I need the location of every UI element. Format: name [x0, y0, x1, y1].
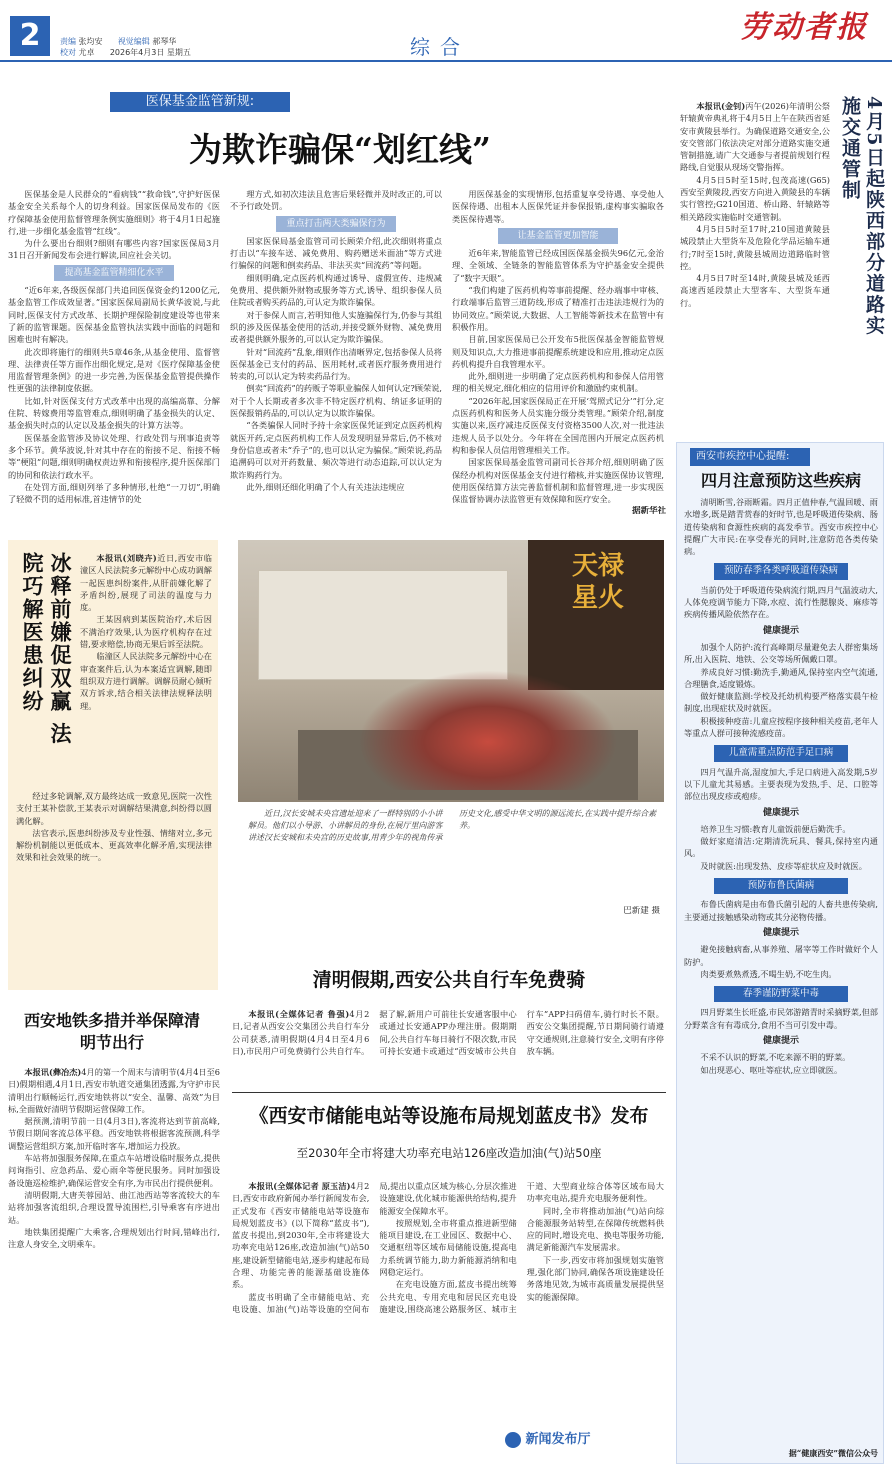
dispute-body: 本报讯(刘晓卉)近日,西安市临潼区人民法院多元解纷中心成功调解一起医患纠纷案件,从肝前嫌化解了矛盾纠纷,展现了司法的温度与力度。 王某因病到某医院治疗,术后因不满治疗效果,认为医疗机构存在过错,要求赔偿,协商无果后诉至法院。 临潼区人民法院多元解纷中心在审查案件后,认为本案适宜调解,随即组织双方进行调解。调解员耐心倾听双方诉求,结合相关法律法规释法明理。 [80, 553, 212, 711]
health-sec-1: 预防春季各类呼吸道传染病 [714, 563, 848, 579]
lead-col3: 用医保基金的实现情形,包括重复享受待遇、享受他人医保待遇、出租本人医保凭证并参保报销,虚构事实骗取各类医保待遇等。 让基金监管更加智能 近6年来,智能监管已经成国医保基金损失96亿元,金治理、全领域、全链条的智能监管体系为守护基金安全提供了“数字天眼”。 “我们构建了医药机构等事前提醒、经办端事中审核、行政端事后监管三道防线,形成了精准打击违法违规行为的协同效应。”顾荣说,大数据、人工智能等新技术在监管中有积极作用。 目前,国家医保局已公开发布5批医保基金智能监管规则及知识点,大力推进事前提醒系统建设和应用,推动定点医药机构提升自我管理水平。 此外,细则进一步明确了定点医药机构和参保人信用管理的相关规定,细化相应的信用评价和激励约束机制。 “2026年起,国家医保局正在开展‘驾照式记分’”打分,定点医药机构和医务人员实施分级分类管理。”顾荣介绍,制度实施以来,医疗减违反医保支付资格3500人次,对一批违法违规人员予以处分。今年将在全国范围内开展定点医药机构和参保人员信用管理相关工作。 国家医保局基金监管司副司长谷邦介绍,细则明确了医保经办机构对医保基金支付进行稽核,并实施医保协议管理,使用医保结算方法完善监督机制和监督管理,进一步实现医保监督协调办法监管更有效保障和医疗安全。 [452, 189, 664, 505]
metro-title: 西安地铁多措并举保障清明节出行 [23, 1011, 200, 1052]
museum-photo [238, 540, 664, 802]
health-sec-4: 春季谨防野菜中毒 [714, 986, 848, 1002]
press-hall-seal: 新闻发布厅 [488, 1420, 608, 1460]
health-title: 四月注意预防这些疾病 [700, 471, 861, 490]
health-sec-2: 儿童需重点防范手足口病 [714, 745, 848, 761]
health-sec-3: 预防布鲁氏菌病 [714, 878, 848, 894]
energy-title: 《西安市储能电站等设施布局规划蓝皮书》发布 [249, 1105, 649, 1127]
masthead-logo: 劳动者报 [740, 10, 868, 45]
photo-credit: 巴新建 摄 [623, 906, 660, 916]
lead-subhead-2: 重点打击两大类骗保行为 [276, 216, 396, 232]
section-name: 综合 [410, 35, 470, 59]
exhibit-wall [258, 570, 508, 680]
health-content: 清明断雪,谷雨断霜。四月正值仲春,气温回暖、雨水增多,既是踏青赏春的好时节,也是呼吸道传染病、肠道传染病和食源性疾病的高发季节。西安市疾控中心提醒广大市民:在享受春光的同时,注意防范各类传染病。 预防春季各类呼吸道传染病 当前仍处于呼吸道传染病流行期,四月气温波动大,人体免疫调节能力下降,水痘、流行性腮腺炎、麻疹等疾病传播风险依然存在。 健康提示 加强个人防护:流行高峰期尽量避免去人群密集场所,出入医院、地铁、公交等场所佩戴口罩。 养成良好习惯:勤洗手,勤通风,保持室内空气流通,合理膳食,适度锻炼。 做好健康监测:学校及托幼机构要严格落实晨午检制度,出现症状及时就医。 积极接种疫苗:儿童应按程序接种相关疫苗,老年人等重点人群可接种流感疫苗。 儿童需重点防范手足口病 四月气温升高,湿度加大,手足口病进入高发期,5岁以下儿童尤其易感。主要表现为发热,手、足、口腔等部位出现皮疹或疱疹。 健康提示 培养卫生习惯:教育儿童饭前便后勤洗手。 做好家庭清洁:定期清洗玩具、餐具,保持室内通风。 及时就医:出现发热、皮疹等症状应及时就医。 预防布鲁氏菌病 布鲁氏菌病是由布鲁氏菌引起的人畜共患传染病,主要通过接触感染动物或其分泌物传播。 健康提示 避免接触病畜,从事养殖、屠宰等工作时做好个人防护。 肉类要煮熟煮透,不喝生奶,不吃生肉。 春季谨防野菜中毒 四月野菜生长旺盛,市民郊游踏青时采摘野菜,但部分野菜含有有毒成分,食用不当可引发中毒。 健康提示 不采不认识的野菜,不吃来源不明的野菜。 如出现恶心、呕吐等症状,应立即就医。 [684, 497, 878, 1075]
dispute-title: 冰释前嫌促双赢 法院巧解医患纠纷 [20, 552, 73, 746]
traffic-body: 本报讯(金钊)丙午(2026)年清明公祭轩辕黄帝典礼将于4月5日上午在陕西省延安市黄陵县举行。为确保道路交通安全,公安交管部门依法决定对部分道路实施交通管制措施,请广大交通参与者提前规划行程路线,自觉服从现场交警指挥。 4月5日5时至15时,包茂高速(G65)西安至黄陵段,西安方向进入黄陵县的车辆实行管控;G210国道、桥山路、轩辕路等相关路段实施临时交通管制。 4月5日5时至17时,210国道黄陵县城段禁止大型货车及危险化学品运输车通行;7时至15时,黄陵县城周边道路临时管控。 4月5日7时至14时,黄陵县城及延西高速西延段禁止大型客车、大型货车通行。 [680, 101, 830, 308]
energy-body: 本报讯(全媒体记者 原玉洁)4月2日,西安市政府新闻办举行新闻发布会,正式发布《西安市储能电站等设施布局规划蓝皮书》(以下简称“蓝皮书”),蓝皮书提出,到2030年,全市将建设大功率充电站126座,改造加油(气)站50座,建设新型储能电站,逐步构建起布局合理、功能完善的能源基础设施体系。 蓝皮书明确了全市储能电站、充电设施、加油(气)站等设施的空间布局,提出以重点区域为核心,分层次推进设施建设,优化城市能源供给结构,提升能源安全保障水平。 按照规划,全市将重点推进新型储能项目建设,在工业园区、数据中心、交通枢纽等区域布局储能设施,提高电力系统调节能力,助力新能源消纳和电网稳定运行。 在充电设施方面,蓝皮书提出统筹公共充电、专用充电和居民区充电设施建设,围绕高速公路服务区、城市主干道、大型商业综合体等区域布局大功率充电站,提升充电服务便利性。 同时,全市将推动加油(气)站向综合能源服务站转型,在保障传统燃料供应的同时,增设充电、换电等服务功能,满足新能源汽车发展需求。 下一步,西安市将加强规划实施管理,强化部门协同,确保各项设施建设任务落地见效,为城市高质量发展提供坚实的能源保障。 [232, 1181, 664, 1314]
energy-subtitle: 至2030年全市将建大功率充电站126座改造加油(气)站50座 [296, 1146, 602, 1160]
bike-body: 本报讯(全媒体记者 鲁强)4月2日,记者从西安公交集团公共自行车分公司获悉,清明假期(4月4日至4月6日),市民用户可免费骑行公共自行车。据了解,新用户可前往长安通客服中心或通过长安通APP办理注册。假期期间,公共自行车每日骑行不限次数,市民可持长安通卡或通过“西安城市公共自行车”APP扫码借车,骑行时长不限。西安公交集团提醒,节日期间骑行请遵守交通规则,注意骑行安全,文明有序停放车辆。 [232, 1009, 664, 1056]
metro-body: 本报讯(彝冶杰)4月的第一个周末与清明节(4月4日至6日)假期相遇,4月1日,西安市轨道交通集团透露,为守护市民清明出行顺畅运行,西安地铁将以“安全、温馨、高效”为目标,全面做好清明节假期运营保障工作。 据预测,清明节前一日(4月3日),客流将达到节前高峰,节假日期间客流总体平稳。西安地铁将根据客流预测,科学调整运营组织方案,加开临时客车,增加运力投放。 车站将加强服务保障,在重点车站增设临时服务点,提供问询指引、应急药品、爱心雨伞等便民服务。同时加强设备设施巡检维护,确保运营安全有序,为市民出行提供便利。 清明假期,大唐芙蓉园站、曲江池西站等客流较大的车站将加强客流组织,合理设置导流围栏,引导乘客有序进出站。 地铁集团提醒广大乘客,合理规划出行时间,错峰出行,注意人身安全,文明乘车。 [8, 1067, 220, 1250]
lead-col1: 医保基金是人民群众的“看病钱”“救命钱”,守护好医保基金安全关系每个人的切身利益。国家医保局发布的《医疗保障基金使用监督管理条例实施细则》将于4月1日起施行,进一步细化基金监管“红线”。 为什么要出台细则?细则有哪些内容?国家医保局3月31日召开新闻发布会进行解读,回应社会关切。 提高基金监管精细化水平 “近6年来,各级医保部门共追回医保资金约1200亿元,基金监管工作成效显著。”国家医保局副局长黄华波说,与此同时,医保支付方式改革、长期护理保险制度建设等也带来了新的监管课题。医保基金监管执法实践中面临的问题和困难也时有解决。 此次即将施行的细则共5章46条,从基金使用、监督管理、法律责任等方面作出细化规定,是对《医疗保障基金使用监督管理条例》的进一步完善,为医保基金监管提供操作性更强的法律制度依据。 比如,针对医保支付方式改革中出现的高编高靠、分解住院、转嫁费用等监管难点,细则明确了基金损失的认定、基金损失时点的认定以及基金损失的计算方法等。 医保基金监管涉及协议处理、行政处罚与刑事追责等多个环节。黄华波说,针对其中存在的衔接不足、衔接不畅等“梗阻”问题,细则明确权责边界和衔接程序,提升医保部门的协同和依法行政水平。 在处罚方面,细则列举了多种情形,杜绝“一刀切”,明确了轻微不罚的适用标准,首违情节的处 [8, 189, 220, 505]
page-header [0, 0, 892, 62]
lead-subhead-1: 提高基金监管精细化水平 [54, 265, 174, 281]
exhibit-sign: 天禄 星火 [571, 551, 624, 613]
energy-rule [232, 1092, 666, 1093]
photo-caption: 近日,汉长安城未央宫遗址迎来了一群特别的小小讲解员。他们以小导游、小讲解员的身份,在展厅里向游客讲述汉长安城和未央宫的历史故事,用青少年的视角传承历史文化,感受中华文明的源远流长,在实践中提升综合素养。 [248, 809, 657, 842]
bike-title: 清明假期,西安公共自行车免费骑 [312, 969, 586, 991]
page-number: 2 [10, 16, 50, 56]
lead-subhead-3: 让基金监管更加智能 [498, 228, 618, 244]
dispute-body-lower: 经过多轮调解,双方最终达成一致意见,医院一次性支付王某补偿款,王某表示对调解结果满意,纠纷得以圆满化解。 法官表示,医患纠纷涉及专业性强、情绪对立,多元解纷机制能以更低成本、更高效率化解矛盾,实现法律效果和社会效果的统一。 [16, 791, 212, 863]
traffic-title: 4月5日起陕西部分道路实施交通管制 [839, 96, 885, 337]
lead-col2: 理方式,如初次违法且危害后果轻微并及时改正的,可以不予行政处罚。 重点打击两大类骗保行为 国家医保局基金监管司司长顾荣介绍,此次细则将重点打击以“车接车送、减免费用、购药赠送米面油”等方式进行骗保的问题和倒卖药品、非法买卖“回流药”等问题。 细则明确,定点医药机构通过诱导、虚假宣传、违规减免费用、提供额外财物或服务等方式,诱导、组织参保人员住院或者购买药品的,可认定为欺诈骗保。 对于参保人而言,若明知他人实施骗保行为,仍参与其组织的涉及医保基金使用的活动,并接受额外财物、减免费用或者提供额外服务的,可以认定为欺诈骗保。 针对“回流药”乱象,细则作出清晰界定,包括参保人员将医保基金已支付的药品、医用耗材,或者医疗服务费用进行转卖的,可以认定为转卖药品行为。 倒卖“回流药”的药贩子等职业骗保人如何认定?顾荣说,对于个人长期或者多次非不特定医疗机构、纳证多证明的医保报销药品的,可以认定为以欺诈骗保。 “各类骗保人同时予持十余家医保凭证到定点医药机构就医开药,定点医药机构工作人员发现明显异常后,仍不核对身份信息或者未“乔子”的,也可以认定为骗保。”顾荣说,药品追溯码可以对开药数量、频次等进行动态追踪,可以认定为欺诈购药行为。 此外,细则还细化明确了个人有关违法违规应 [230, 189, 442, 492]
lead-title: 为欺诈骗保“划红线” [189, 130, 491, 169]
lead-credit: 据新华社 [631, 506, 666, 516]
lead-kicker: 医保基金监管新规: [110, 92, 290, 112]
editor-credits: 责编 张均安 视觉编辑 郝琴华 校对 尤卓 2026年4月3日 星期五 [60, 37, 191, 57]
health-label: 西安市疾控中心提醒: [690, 448, 810, 466]
visitor-group [358, 670, 618, 790]
health-credit: 据“健康西安”微信公众号 [788, 1448, 878, 1458]
seal-icon [505, 1432, 521, 1448]
